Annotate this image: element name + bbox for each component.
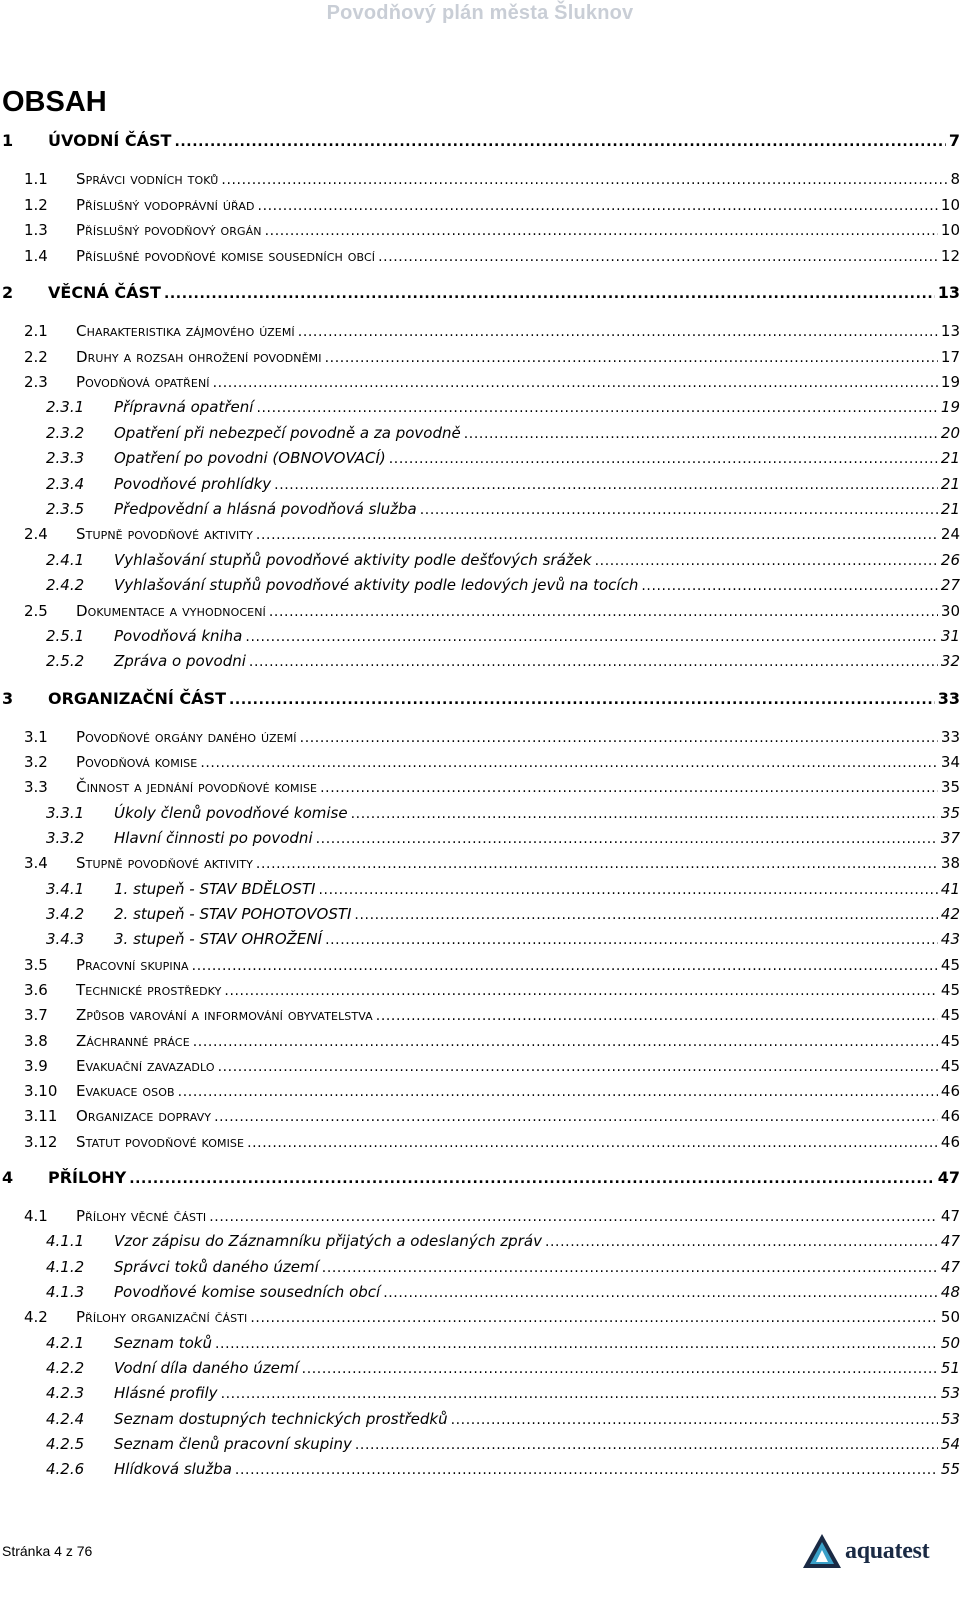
toc-leader-dots xyxy=(274,477,938,493)
toc-entry[interactable] xyxy=(0,981,960,1005)
toc-entry-title: Seznam toků xyxy=(114,1334,212,1352)
toc-entry-title: Povodňové orgány daného území xyxy=(76,728,297,746)
toc-entry-title: Úkoly členů povodňové komise xyxy=(114,804,348,822)
toc-entry-page: 50 xyxy=(940,1308,960,1326)
toc-entry-page: 13 xyxy=(937,283,960,302)
toc-entry[interactable] xyxy=(0,956,960,980)
toc-entry-title: 1. stupeň - STAV BDĚLOSTI xyxy=(114,880,316,898)
toc-entry[interactable] xyxy=(0,525,960,549)
toc-entry-title: Příslušný vodoprávní úřad xyxy=(76,196,255,214)
toc-leader-dots xyxy=(256,856,938,872)
toc-leader-dots xyxy=(464,426,938,442)
toc-entry[interactable] xyxy=(0,500,960,524)
toc-entry-page: 10 xyxy=(940,221,960,239)
toc-entry[interactable] xyxy=(0,1133,960,1157)
toc-leader-dots xyxy=(351,806,938,822)
toc-entry-page: 24 xyxy=(940,525,960,543)
toc-leader-dots xyxy=(256,527,938,543)
toc-entry[interactable] xyxy=(0,1006,960,1030)
toc-entry[interactable] xyxy=(0,247,960,271)
toc-entry[interactable] xyxy=(0,804,960,828)
toc-entry-title: Příslušné povodňové komise sousedních obcí xyxy=(76,247,376,265)
toc-leader-dots xyxy=(164,286,935,302)
page-number: Stránka 4 z 76 xyxy=(2,1543,93,1559)
toc-entry-title: 3. stupeň - STAV OHROŽENÍ xyxy=(114,930,323,948)
toc-entry-page: 19 xyxy=(940,398,960,416)
toc-leader-dots xyxy=(383,1285,938,1301)
toc-entry-title: Správci toků daného území xyxy=(114,1258,319,1276)
toc-entry[interactable] xyxy=(0,1308,960,1332)
toc-leader-dots xyxy=(302,1361,938,1377)
toc-entry[interactable] xyxy=(0,854,960,878)
toc-leader-dots xyxy=(250,1310,938,1326)
toc-entry[interactable] xyxy=(0,1232,960,1256)
toc-entry-number: 3.3 xyxy=(24,778,48,796)
toc-leader-dots xyxy=(258,198,938,214)
toc-entry-page: 55 xyxy=(940,1460,960,1478)
toc-entry[interactable] xyxy=(0,348,960,372)
toc-entry-page: 17 xyxy=(940,348,960,366)
toc-entry-number: 2.3.1 xyxy=(46,398,85,416)
toc-entry-number: 3.3.2 xyxy=(46,829,85,847)
toc-leader-dots xyxy=(229,692,935,708)
toc-entry-number: 3.5 xyxy=(24,956,48,974)
toc-entry-title: Seznam členů pracovní skupiny xyxy=(114,1435,352,1453)
toc-entry-number: 2.3.3 xyxy=(46,449,85,467)
toc-entry-number: 2 xyxy=(2,283,14,302)
toc-entry[interactable] xyxy=(0,170,960,194)
toc-entry-title: Přílohy věcné části xyxy=(76,1207,207,1225)
toc-entry-title: Hlásné profily xyxy=(114,1384,218,1402)
toc-entry-number: 2.4.1 xyxy=(46,551,85,569)
toc-entry-title: Zpráva o povodni xyxy=(114,652,246,670)
toc-entry-title: Povodňová kniha xyxy=(114,627,243,645)
toc-entry-number: 2.3.4 xyxy=(46,475,85,493)
toc-entry-page: 45 xyxy=(940,1006,960,1024)
toc-entry-page: 12 xyxy=(940,247,960,265)
toc-leader-dots xyxy=(355,1437,938,1453)
toc-entry-title: Vyhlašování stupňů povodňové aktivity podle ledových jevů na tocích xyxy=(114,576,639,594)
toc-leader-dots xyxy=(545,1234,938,1250)
toc-leader-dots xyxy=(209,1209,938,1225)
toc-leader-dots xyxy=(193,1034,938,1050)
toc-entry[interactable] xyxy=(0,322,960,346)
toc-entry-title: Činnost a jednání povodňové komise xyxy=(76,778,318,796)
toc-entry[interactable] xyxy=(0,1460,960,1484)
toc-entry[interactable] xyxy=(0,1384,960,1408)
toc-entry-page: 33 xyxy=(937,689,960,708)
toc-entry-number: 3 xyxy=(2,689,14,708)
toc-entry[interactable] xyxy=(0,880,960,904)
toc-leader-dots xyxy=(265,223,938,239)
toc-entry[interactable] xyxy=(0,728,960,752)
toc-entry[interactable] xyxy=(0,373,960,397)
toc-leader-dots xyxy=(224,983,938,999)
toc-entry[interactable] xyxy=(0,196,960,220)
toc-leader-dots xyxy=(318,882,937,898)
toc-entry-title: ÚVODNÍ ČÁST xyxy=(48,131,172,150)
toc-entry[interactable] xyxy=(0,689,960,713)
toc-entry[interactable] xyxy=(0,778,960,802)
document-header: Povodňový plán města Šluknov xyxy=(326,2,634,24)
toc-entry-number: 1.4 xyxy=(24,247,48,265)
toc-entry-title: ORGANIZAČNÍ ČÁST xyxy=(48,689,226,708)
toc-entry-number: 2.5 xyxy=(24,602,48,620)
toc-entry-page: 47 xyxy=(940,1207,960,1225)
toc-entry-title: Statut povodňové komise xyxy=(76,1133,245,1151)
toc-entry-title: Přípravná opatření xyxy=(114,398,254,416)
toc-entry-title: Druhy a rozsah ohrožení povodněmi xyxy=(76,348,322,366)
toc-entry[interactable] xyxy=(0,131,960,155)
toc-entry[interactable] xyxy=(0,424,960,448)
toc-entry[interactable] xyxy=(0,930,960,954)
toc-leader-dots xyxy=(245,629,938,645)
toc-entry-number: 2.3.2 xyxy=(46,424,85,442)
toc-entry-title: Opatření při nebezpečí povodně a za povodně xyxy=(114,424,461,442)
toc-entry-title: Povodňová komise xyxy=(76,753,198,771)
toc-entry-number: 4.2.6 xyxy=(46,1460,85,1478)
toc-leader-dots xyxy=(325,350,938,366)
toc-leader-dots xyxy=(249,654,938,670)
toc-leader-dots xyxy=(325,932,938,948)
toc-entry-page: 8 xyxy=(950,170,960,188)
toc-entry-title: Předpovědní a hlásná povodňová služba xyxy=(114,500,417,518)
toc-entry-page: 26 xyxy=(940,551,960,569)
toc-entry-title: Příslušný povodňový orgán xyxy=(76,221,262,239)
toc-entry[interactable] xyxy=(0,1283,960,1307)
toc-leader-dots xyxy=(214,1109,938,1125)
toc-entry-title: Stupně povodňové aktivity xyxy=(76,854,253,872)
toc-entry-page: 33 xyxy=(940,728,960,746)
toc-entry[interactable] xyxy=(0,449,960,473)
toc-entry-number: 2.1 xyxy=(24,322,48,340)
toc-entry-page: 45 xyxy=(940,981,960,999)
toc-leader-dots xyxy=(300,730,938,746)
toc-entry-number: 4 xyxy=(2,1168,14,1187)
toc-leader-dots xyxy=(389,451,938,467)
toc-entry-number: 4.1 xyxy=(24,1207,48,1225)
toc-leader-dots xyxy=(595,553,938,569)
toc-entry-number: 1.3 xyxy=(24,221,48,239)
toc-entry-page: 7 xyxy=(948,131,960,150)
toc-entry-number: 4.1.1 xyxy=(46,1232,85,1250)
toc-leader-dots xyxy=(221,172,947,188)
toc-entry-number: 4.2 xyxy=(24,1308,48,1326)
toc-entry-title: PŘÍLOHY xyxy=(48,1168,127,1187)
toc-entry-title: Vyhlašování stupňů povodňové aktivity podle dešťových srážek xyxy=(114,551,592,569)
toc-entry-title: Seznam dostupných technických prostředků xyxy=(114,1410,448,1428)
toc-entry-page: 53 xyxy=(940,1384,960,1402)
toc-entry[interactable] xyxy=(0,905,960,929)
toc-entry-page: 21 xyxy=(940,475,960,493)
toc-leader-dots xyxy=(178,1084,938,1100)
toc-entry-number: 4.2.3 xyxy=(46,1384,85,1402)
toc-entry-page: 19 xyxy=(940,373,960,391)
toc-entry-title: Způsob varování a informování obyvatelstva xyxy=(76,1006,373,1024)
toc-entry-number: 2.5.2 xyxy=(46,652,85,670)
toc-entry-number: 3.4.2 xyxy=(46,905,85,923)
toc-entry-number: 2.5.1 xyxy=(46,627,85,645)
toc-entry-number: 4.2.5 xyxy=(46,1435,85,1453)
toc-entry-number: 1.1 xyxy=(24,170,48,188)
toc-entry-page: 38 xyxy=(940,854,960,872)
toc-leader-dots xyxy=(420,502,938,518)
toc-entry[interactable] xyxy=(0,576,960,600)
toc-entry-page: 53 xyxy=(940,1410,960,1428)
toc-entry[interactable] xyxy=(0,1107,960,1131)
toc-entry-page: 47 xyxy=(937,1168,960,1187)
toc-entry-title: Technické prostředky xyxy=(76,981,222,999)
toc-entry-title: Hlavní činnosti po povodni xyxy=(114,829,313,847)
toc-leader-dots xyxy=(174,134,945,150)
toc-leader-dots xyxy=(192,958,938,974)
toc-entry-number: 4.2.2 xyxy=(46,1359,85,1377)
toc-entry-number: 2.4 xyxy=(24,525,48,543)
toc-leader-dots xyxy=(247,1135,938,1151)
toc-leader-dots xyxy=(215,1336,938,1352)
toc-entry[interactable] xyxy=(0,1410,960,1434)
toc-entry[interactable] xyxy=(0,753,960,777)
toc-entry-number: 3.3.1 xyxy=(46,804,85,822)
toc-entry[interactable] xyxy=(0,602,960,626)
toc-entry-page: 43 xyxy=(940,930,960,948)
toc-entry-number: 1.2 xyxy=(24,196,48,214)
toc-entry-number: 3.4.1 xyxy=(46,880,85,898)
toc-entry-number: 3.1 xyxy=(24,728,48,746)
toc-entry-number: 4.1.3 xyxy=(46,1283,85,1301)
toc-entry-title: Povodňová opatření xyxy=(76,373,210,391)
toc-leader-dots xyxy=(354,907,937,923)
toc-entry[interactable] xyxy=(0,652,960,676)
toc-entry-number: 3.2 xyxy=(24,753,48,771)
toc-entry-number: 2.3 xyxy=(24,373,48,391)
toc-entry-title: 2. stupeň - STAV POHOTOVOSTI xyxy=(114,905,352,923)
toc-entry-page: 34 xyxy=(940,753,960,771)
toc-leader-dots xyxy=(218,1059,938,1075)
toc-entry[interactable] xyxy=(0,1334,960,1358)
toc-entry[interactable] xyxy=(0,551,960,575)
toc-entry-page: 42 xyxy=(940,905,960,923)
toc-leader-dots xyxy=(256,400,937,416)
toc-leader-dots xyxy=(322,1260,938,1276)
toc-entry-page: 35 xyxy=(940,778,960,796)
toc-entry-title: Vodní díla daného území xyxy=(114,1359,299,1377)
toc-entry-page: 46 xyxy=(940,1107,960,1125)
toc-entry-title: Stupně povodňové aktivity xyxy=(76,525,253,543)
toc-leader-dots xyxy=(641,578,938,594)
logo-text: aquatest xyxy=(845,1537,930,1564)
toc-entry-number: 2.2 xyxy=(24,348,48,366)
toc-entry-number: 2.4.2 xyxy=(46,576,85,594)
toc-entry-number: 3.4 xyxy=(24,854,48,872)
toc-entry-title: Hlídková služba xyxy=(114,1460,232,1478)
toc-entry-page: 31 xyxy=(940,627,960,645)
toc-entry-page: 21 xyxy=(940,500,960,518)
toc-entry-number: 3.7 xyxy=(24,1006,48,1024)
toc-entry[interactable] xyxy=(0,221,960,245)
toc-entry-page: 10 xyxy=(940,196,960,214)
toc-entry[interactable] xyxy=(0,1168,960,1192)
toc-entry-number: 4.1.2 xyxy=(46,1258,85,1276)
toc-entry-page: 20 xyxy=(940,424,960,442)
logo-triangle-icon xyxy=(802,1533,842,1569)
toc-entry-number: 3.12 xyxy=(24,1133,58,1151)
toc-entry[interactable] xyxy=(0,398,960,422)
toc-leader-dots xyxy=(213,375,938,391)
toc-leader-dots xyxy=(316,831,938,847)
toc-entry-page: 46 xyxy=(940,1133,960,1151)
toc-entry-title: Povodňové komise sousedních obcí xyxy=(114,1283,381,1301)
toc-entry-page: 50 xyxy=(940,1334,960,1352)
toc-entry-number: 1 xyxy=(2,131,14,150)
toc-leader-dots xyxy=(451,1412,938,1428)
toc-entry-number: 3.4.3 xyxy=(46,930,85,948)
toc-entry-page: 13 xyxy=(940,322,960,340)
toc-leader-dots xyxy=(129,1171,935,1187)
toc-entry-title: Evakuace osob xyxy=(76,1082,175,1100)
toc-entry[interactable] xyxy=(0,1359,960,1383)
toc-entry-page: 48 xyxy=(940,1283,960,1301)
toc-entry[interactable] xyxy=(0,1207,960,1231)
toc-entry-page: 21 xyxy=(940,449,960,467)
toc-entry-page: 45 xyxy=(940,1032,960,1050)
aquatest-logo xyxy=(802,1533,929,1569)
toc-entry-title: Organizace dopravy xyxy=(76,1107,212,1125)
toc-entry-page: 27 xyxy=(940,576,960,594)
toc-entry-number: 3.8 xyxy=(24,1032,48,1050)
toc-entry-page: 47 xyxy=(940,1258,960,1276)
toc-entry-title: Pracovní skupina xyxy=(76,956,189,974)
toc-entry-title: Charakteristika zájmového území xyxy=(76,322,295,340)
toc-entry[interactable] xyxy=(0,1032,960,1056)
toc-entry[interactable] xyxy=(0,1435,960,1459)
toc-entry-page: 30 xyxy=(940,602,960,620)
toc-entry-number: 3.10 xyxy=(24,1082,58,1100)
toc-entry-page: 32 xyxy=(940,652,960,670)
toc-entry[interactable] xyxy=(0,1258,960,1282)
toc-entry-title: Správci vodních toků xyxy=(76,170,219,188)
toc-entry-page: 51 xyxy=(940,1359,960,1377)
toc-entry-title: Opatření po povodni (OBNOVOVACÍ) xyxy=(114,449,386,467)
toc-entry-title: Dokumentace a vyhodnocení xyxy=(76,602,266,620)
toc-entry[interactable] xyxy=(0,829,960,853)
toc-entry-title: Vzor zápisu do Záznamníku přijatých a odeslaných zpráv xyxy=(114,1232,542,1250)
toc-entry-number: 4.2.1 xyxy=(46,1334,85,1352)
toc-entry-number: 3.11 xyxy=(24,1107,58,1125)
toc-entry-number: 3.6 xyxy=(24,981,48,999)
page-title: OBSAH xyxy=(2,86,107,118)
toc-entry-title: Povodňové prohlídky xyxy=(114,475,272,493)
toc-entry[interactable] xyxy=(0,1057,960,1081)
toc-entry-page: 54 xyxy=(940,1435,960,1453)
toc-entry[interactable] xyxy=(0,283,960,307)
toc-entry-title: Přílohy organizační části xyxy=(76,1308,248,1326)
toc-entry-page: 45 xyxy=(940,956,960,974)
toc-entry-number: 4.2.4 xyxy=(46,1410,85,1428)
toc-entry-page: 47 xyxy=(940,1232,960,1250)
toc-entry-page: 41 xyxy=(940,880,960,898)
toc-entry[interactable] xyxy=(0,475,960,499)
toc-leader-dots xyxy=(320,780,938,796)
toc-entry-title: VĚCNÁ ČÁST xyxy=(48,283,161,302)
toc-entry-page: 37 xyxy=(940,829,960,847)
toc-entry[interactable] xyxy=(0,627,960,651)
toc-leader-dots xyxy=(200,755,938,771)
toc-entry[interactable] xyxy=(0,1082,960,1106)
toc-entry-page: 35 xyxy=(940,804,960,822)
toc-entry-page: 45 xyxy=(940,1057,960,1075)
toc-leader-dots xyxy=(269,604,938,620)
toc-leader-dots xyxy=(235,1462,938,1478)
toc-entry-title: Záchranné práce xyxy=(76,1032,190,1050)
toc-leader-dots xyxy=(221,1386,938,1402)
toc-leader-dots xyxy=(298,324,938,340)
toc-leader-dots xyxy=(376,1008,938,1024)
toc-entry-number: 3.9 xyxy=(24,1057,48,1075)
toc-entry-number: 2.3.5 xyxy=(46,500,85,518)
toc-entry-title: Evakuační zavazadlo xyxy=(76,1057,215,1075)
toc-leader-dots xyxy=(378,249,938,265)
toc-entry-page: 46 xyxy=(940,1082,960,1100)
